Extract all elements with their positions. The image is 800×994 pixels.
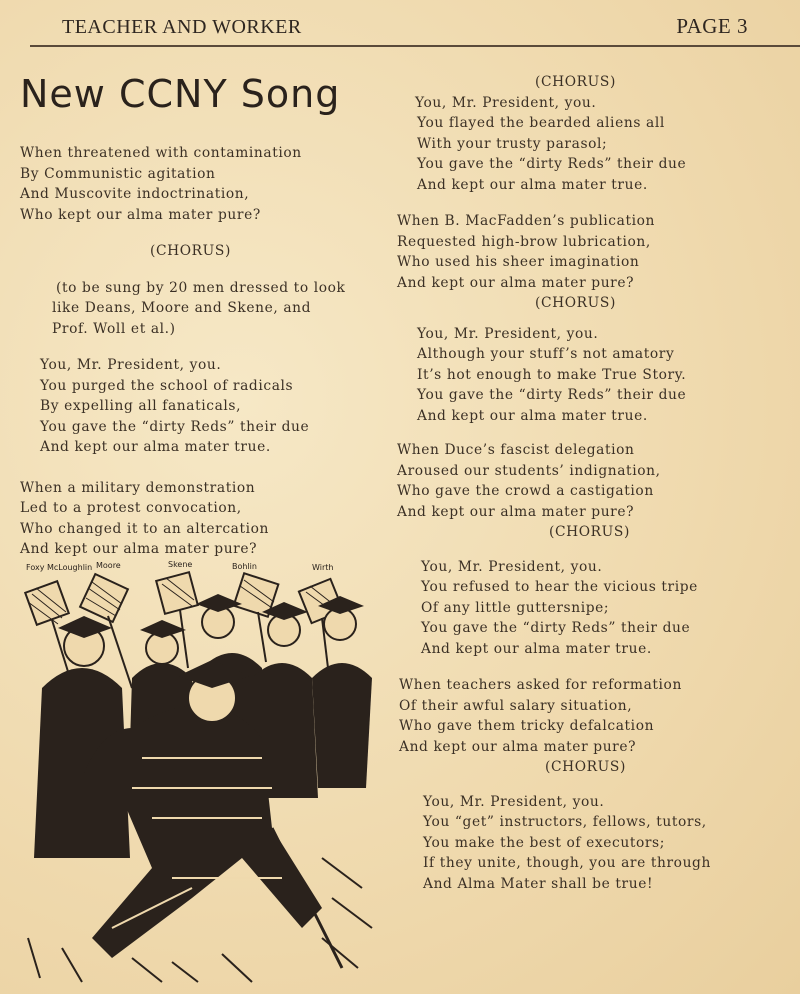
chorus-line: You, Mr. President, you. [40, 357, 222, 373]
note-line: (to be sung by 20 men dressed to look [56, 279, 346, 296]
verse-line: Aroused our students’ indignation, [397, 462, 661, 479]
verse-line: Who gave them tricky defalcation [399, 718, 655, 734]
verse-line: And kept our alma mater pure? [20, 541, 258, 557]
mortarboard [196, 594, 242, 612]
verse-line: Led to a protest convocation, [20, 500, 242, 516]
chorus-label: (CHORUS) [545, 759, 626, 775]
chorus-label: (CHORUS) [549, 524, 630, 540]
chorus-4 [421, 557, 711, 660]
verse-4 [397, 440, 711, 522]
chorus-line: You, Mr. President, you. [423, 793, 605, 810]
chorus-line: And kept our alma mater true. [417, 407, 648, 424]
chorus-line: And kept our alma mater true. [417, 176, 648, 193]
caption-name-2: Moore [96, 561, 121, 570]
page-number: PAGE 3 [676, 14, 748, 38]
right-column [397, 72, 711, 894]
verse-line: When Duce’s fascist delegation [397, 442, 635, 458]
chorus-line: You, Mr. President, you. [417, 325, 599, 342]
chorus-2 [417, 93, 711, 196]
caption-name-1: Foxy McLoughlin [26, 563, 93, 572]
verse-3 [397, 211, 711, 293]
chorus-1 [40, 355, 346, 458]
figure-gown [312, 663, 372, 788]
mortarboard [58, 616, 112, 638]
chorus-line: You gave the “dirty Reds” their due [40, 418, 310, 435]
chorus-line: You “get” instructors, fellows, tutors, [423, 814, 707, 830]
verse-line: Who gave the crowd a castigation [397, 483, 654, 499]
chorus-line: You flayed the bearded aliens all [417, 115, 665, 131]
chorus-3 [417, 324, 711, 427]
page-header [0, 0, 800, 50]
note-line: Prof. Woll et al.) [52, 320, 176, 337]
chorus-5 [423, 792, 711, 895]
swatter [234, 573, 279, 662]
verse-line: Of their awful salary situation, [399, 697, 633, 714]
verse-line: Who kept our alma mater pure? [20, 206, 261, 223]
chorus-line: And kept our alma mater true. [40, 439, 271, 455]
chorus-line: Although your stuff’s not amatory [417, 346, 675, 362]
chorus-label: (CHORUS) [535, 74, 616, 90]
verse-line: When threatened with contamination [20, 145, 302, 161]
chorus-line: It’s hot enough to make True Story. [417, 366, 687, 383]
caption-name-4: Bohlin [232, 562, 257, 571]
verse-line: And kept our alma mater pure? [397, 503, 635, 520]
caption-name-5: Wirth [312, 563, 334, 572]
verse-5 [399, 675, 711, 757]
chorus-line: By expelling all fanaticals, [40, 398, 242, 414]
verse-line: When a military demonstration [20, 479, 256, 496]
note-line: like Deans, Moore and Skene, and [52, 300, 312, 316]
chorus-line: You make the best of executors; [423, 834, 665, 851]
mortarboard [140, 620, 186, 638]
chorus-line: And kept our alma mater true. [421, 640, 652, 657]
verse-line: And Muscovite indoctrination, [20, 186, 250, 202]
woodcut-illustration [22, 558, 380, 986]
chorus-line: Of any little guttersnipe; [421, 599, 610, 616]
chorus-label: (CHORUS) [535, 295, 616, 311]
publication-name: TEACHER AND WORKER [62, 16, 302, 38]
chorus-line: You refused to hear the vicious tripe [421, 579, 698, 595]
chorus-line: You purged the school of radicals [40, 377, 294, 394]
chorus-line: You gave the “dirty Reds” their due [417, 387, 687, 403]
chorus-line: You gave the “dirty Reds” their due [417, 156, 687, 172]
chorus-line: And Alma Mater shall be true! [423, 875, 654, 892]
chorus-line: You, Mr. President, you. [415, 94, 597, 111]
chorus-line: You gave the “dirty Reds” their due [421, 620, 691, 636]
verse-2 [20, 478, 346, 560]
verse-line: When B. MacFadden’s publication [397, 213, 655, 229]
chorus-line: With your trusty parasol; [417, 135, 608, 152]
chorus-label: (CHORUS) [150, 243, 231, 259]
verse-line: Requested high-brow lubrication, [397, 233, 651, 250]
left-column [20, 143, 346, 576]
verse-1 [20, 143, 346, 225]
verse-line: And kept our alma mater pure? [397, 274, 635, 291]
verse-line: Who used his sheer imagination [397, 254, 640, 270]
verse-line: And kept our alma mater pure? [399, 738, 637, 755]
verse-line: By Communistic agitation [20, 165, 216, 182]
chorus-note [52, 278, 346, 340]
chorus-line: If they unite, though, you are through [423, 855, 711, 871]
verse-line: Who changed it to an altercation [20, 520, 270, 537]
verse-line: When teachers asked for reformation [399, 677, 682, 693]
song-title: New CCNY Song [20, 72, 341, 116]
caption-name-3: Skene [168, 560, 193, 569]
chorus-line: You, Mr. President, you. [421, 558, 603, 575]
header-rule [30, 45, 800, 47]
